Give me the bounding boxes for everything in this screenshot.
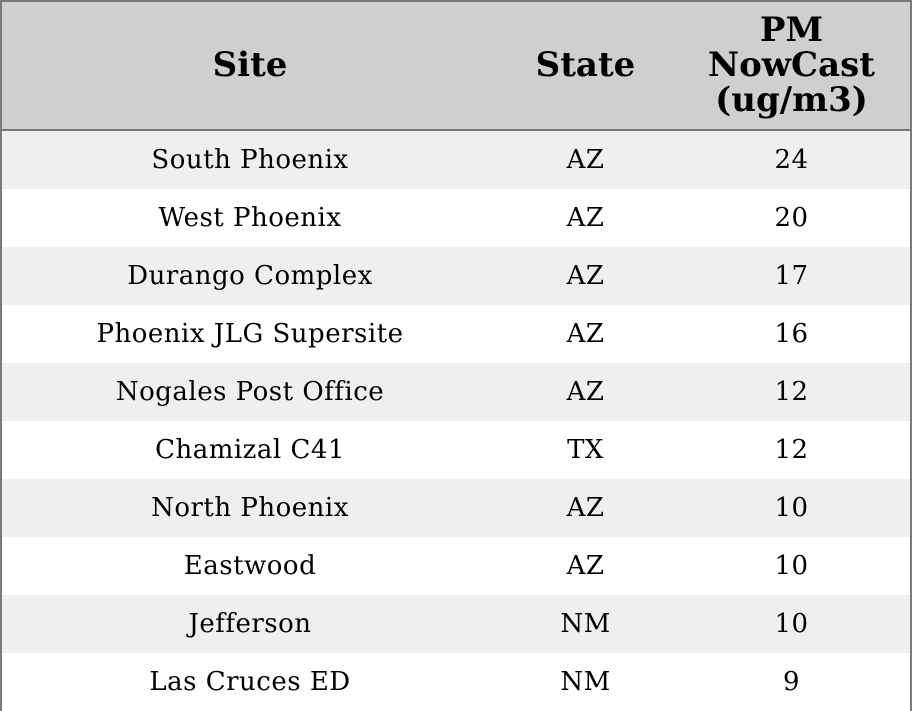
state-cell: AZ	[566, 203, 605, 233]
table-row	[2, 363, 910, 421]
pm-value-cell: 9	[782, 667, 801, 697]
table-row	[2, 247, 910, 305]
state-cell: NM	[560, 609, 611, 639]
site-cell: Las Cruces ED	[149, 667, 351, 697]
state-cell: AZ	[566, 493, 605, 523]
table-row	[2, 479, 910, 537]
state-cell: AZ	[566, 551, 605, 581]
site-cell: Eastwood	[183, 551, 317, 581]
pm-value-cell: 12	[774, 435, 809, 465]
site-cell: Durango Complex	[127, 261, 373, 291]
pm-value-cell: 17	[774, 261, 809, 291]
pm-value-cell: 20	[774, 203, 809, 233]
site-cell: Phoenix JLG Supersite	[96, 319, 404, 349]
table-row	[2, 305, 910, 363]
table-row	[2, 595, 910, 653]
state-cell: AZ	[566, 377, 605, 407]
table-row	[2, 189, 910, 247]
site-cell: North Phoenix	[151, 493, 349, 523]
pm-value-cell: 12	[774, 377, 809, 407]
site-cell: Nogales Post Office	[115, 377, 385, 407]
pm-value-cell: 10	[774, 551, 809, 581]
site-cell: Chamizal C41	[155, 435, 345, 465]
pm-value-cell: 10	[774, 493, 809, 523]
state-cell: TX	[567, 435, 604, 465]
pm-value-cell: 24	[774, 145, 809, 175]
column-header-state: State	[535, 45, 636, 85]
state-cell: AZ	[566, 319, 605, 349]
pm-value-cell: 10	[774, 609, 809, 639]
column-header-pm-label: PM NowCast (ug/m3)	[708, 10, 875, 120]
table-row	[2, 653, 910, 711]
site-cell: South Phoenix	[151, 145, 349, 175]
pm-value-cell: 16	[774, 319, 809, 349]
state-cell: NM	[560, 667, 611, 697]
column-header-pm	[673, 2, 910, 129]
site-cell: Jefferson	[188, 609, 312, 639]
state-cell: AZ	[566, 261, 605, 291]
table-row	[2, 537, 910, 595]
site-cell: West Phoenix	[158, 203, 342, 233]
column-header-site: Site	[212, 45, 288, 85]
table-header	[2, 2, 910, 131]
table-row	[2, 131, 910, 189]
state-cell: AZ	[566, 145, 605, 175]
table-row	[2, 421, 910, 479]
